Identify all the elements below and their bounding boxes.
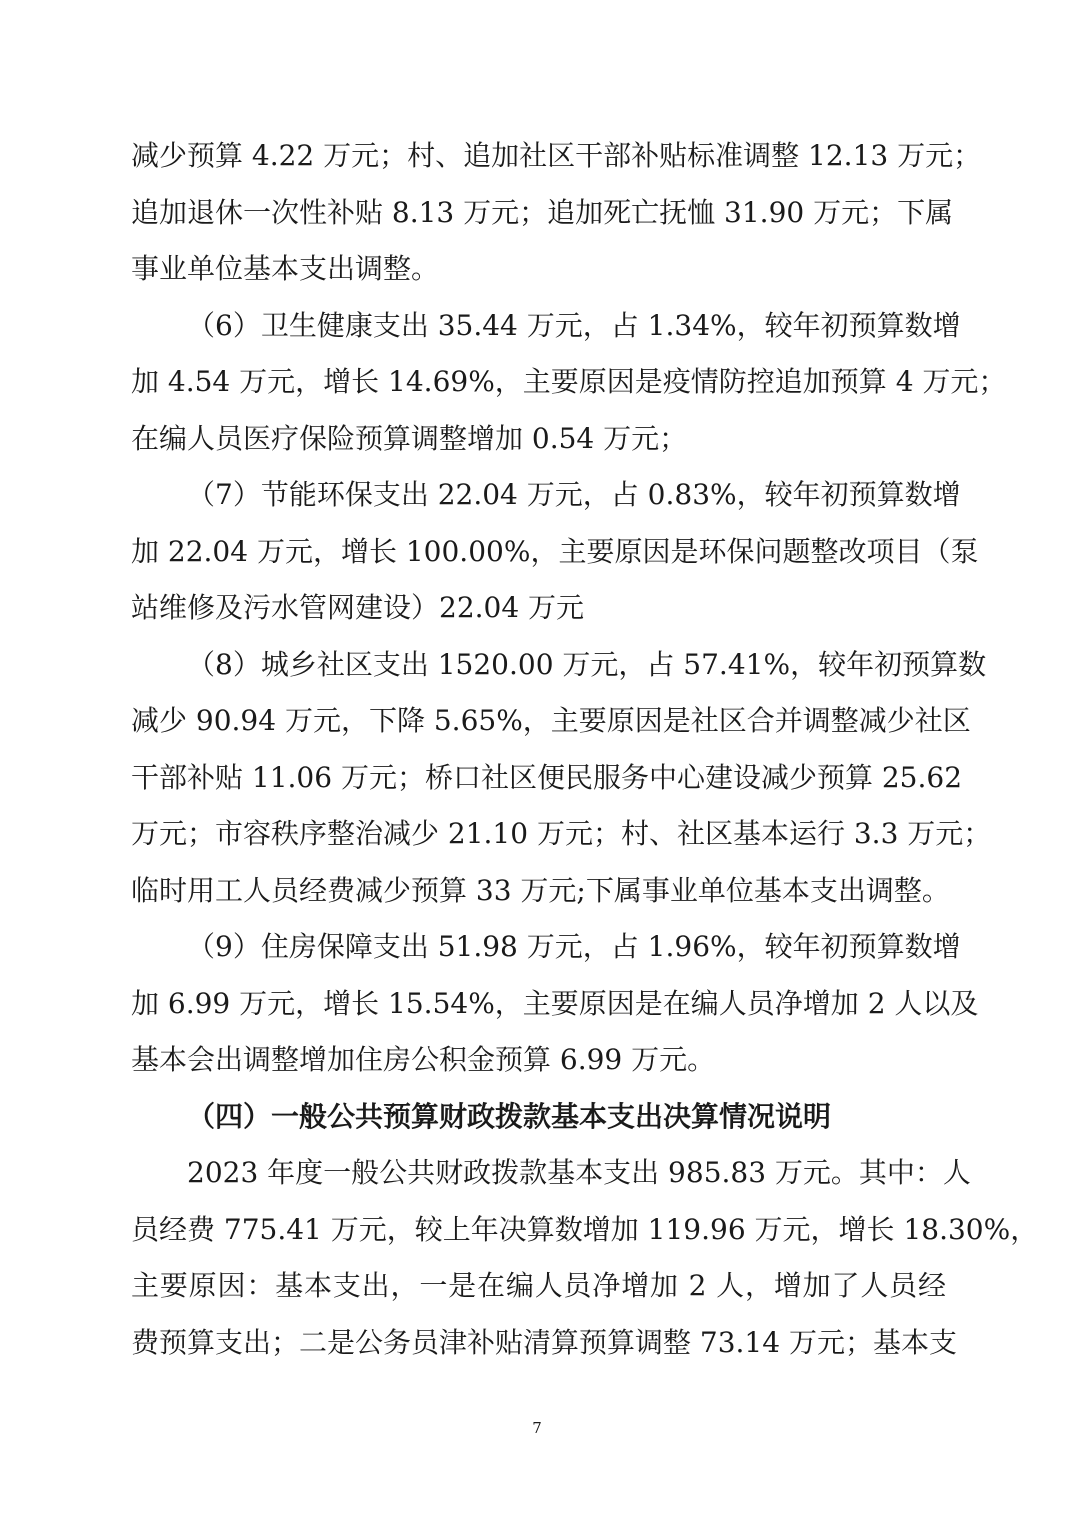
text-line: 加 22.04 万元，增长 100.00%，主要原因是环保问题整改项目（泵 [131, 534, 979, 568]
text-line: 员经费 775.41 万元，较上年决算数增加 119.96 万元，增长 18.30%， [131, 1212, 1039, 1246]
body-text [131, 128, 1039, 1371]
text-line: 干部补贴 11.06 万元；桥口社区便民服务中心建设减少预算 25.62 [131, 760, 963, 794]
text-line: 基本会出调整增加住房公积金预算 6.99 万元。 [131, 1043, 716, 1076]
section-heading: （四）一般公共预算财政拨款基本支出决算情况说明 [187, 1099, 832, 1133]
text-line: 加 4.54 万元，增长 14.69%，主要原因是疫情防控追加预算 4 万元； [131, 365, 1007, 398]
paragraph-first-line: （6）卫生健康支出 35.44 万元，占 1.34%，较年初预算数增 [187, 308, 961, 342]
text-line: 减少预算 4.22 万元；村、追加社区干部补贴标准调整 12.13 万元； [131, 139, 982, 172]
text-line: 加 6.99 万元，增长 15.54%，主要原因是在编人员净增加 2 人以及 [131, 986, 979, 1020]
text-line: 事业单位基本支出调整。 [131, 252, 440, 285]
text-line: 万元；市容秩序整治减少 21.10 万元；村、社区基本运行 3.3 万元； [131, 817, 992, 850]
paragraph-first-line: （8）城乡社区支出 1520.00 万元，占 57.41%，较年初预算数 [187, 647, 987, 681]
text-line: 站维修及污水管网建设）22.04 万元 [131, 591, 585, 624]
text-line: 临时用工人员经费减少预算 33 万元;下属事业单位基本支出调整。 [131, 873, 950, 907]
text-line: 主要原因：基本支出，一是在编人员净增加 2 人，增加了人员经 [131, 1269, 946, 1302]
page-number: 7 [532, 1419, 542, 1437]
text-line: 费预算支出；二是公务员津补贴清算预算调整 73.14 万元；基本支 [131, 1325, 957, 1359]
text-line: 在编人员医疗保险预算调整增加 0.54 万元； [131, 421, 688, 455]
paragraph-first-line: （7）节能环保支出 22.04 万元，占 0.83%，较年初预算数增 [187, 478, 961, 511]
paragraph-first-line: （9）住房保障支出 51.98 万元，占 1.96%，较年初预算数增 [187, 930, 961, 963]
text-line: 减少 90.94 万元，下降 5.65%，主要原因是社区合并调整减少社区 [131, 704, 971, 737]
paragraph-first-line: 2023 年度一般公共财政拨款基本支出 985.83 万元。其中：人 [187, 1156, 971, 1189]
text-line: 追加退休一次性补贴 8.13 万元；追加死亡抚恤 31.90 万元；下属 [131, 195, 954, 229]
